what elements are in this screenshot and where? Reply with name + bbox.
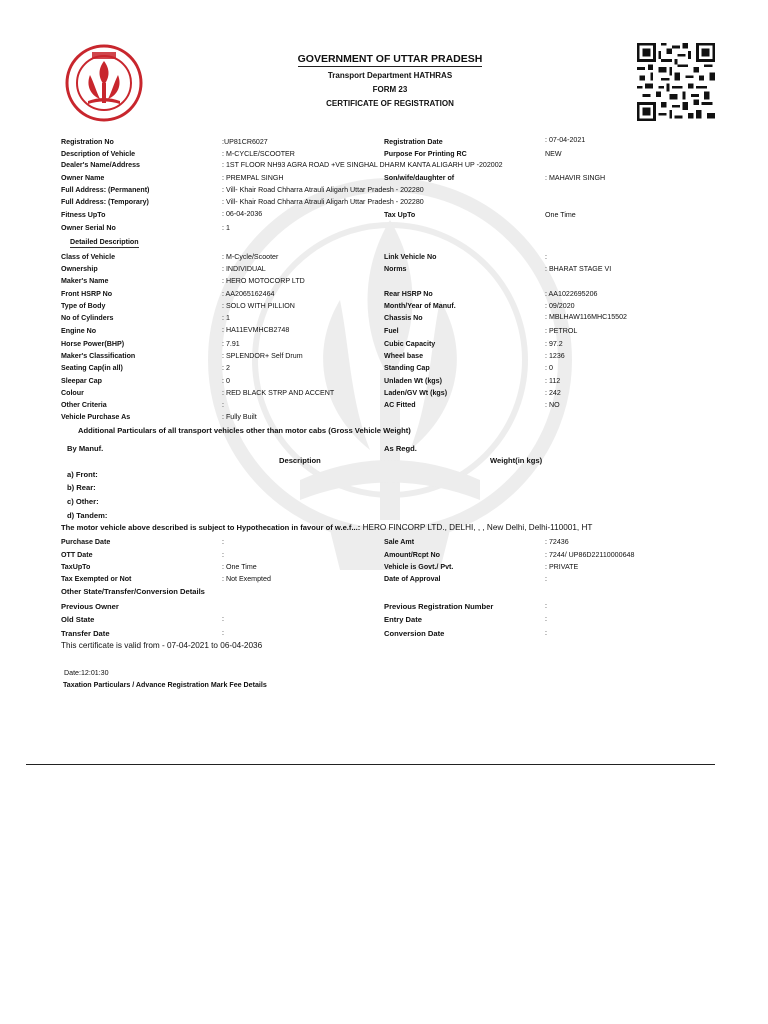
label-previous-owner: Previous Owner [61,602,119,611]
front-label: a) Front: [67,470,98,479]
value-rear-hsrp: : AA1022695206 [545,290,598,298]
value-chassis: : MBLHAW116MHC15502 [545,313,628,321]
label-link-vehicle: Link Vehicle No [384,253,437,261]
label-cubic-capacity: Cubic Capacity [384,340,436,348]
section-detailed-description: Detailed Description [70,238,139,246]
label-ac-fitted: AC Fitted [384,401,416,409]
label-previous-reg: Previous Registration Number [384,602,494,611]
value-seating-cap: : 2 [222,364,230,372]
value-taxupto: : One Time [222,563,257,571]
label-maker: Maker's Name [61,277,109,285]
value-fitness: : 06-04-2036 [222,210,263,218]
value-registration-date: : 07-04-2021 [545,136,586,144]
value-description: : M-CYCLE/SCOOTER [222,150,295,158]
value-manuf-date: : 09/2020 [545,302,575,310]
hypothecation-text: The motor vehicle above described is subject to Hypothecation in favour of w.e.f...: HERO FINCORP LTD., DELHI, , , New Delhi, Delhi-110001, HT [61,523,593,532]
label-date-approval: Date of Approval [384,575,441,583]
value-purpose: NEW [545,150,562,158]
label-govt-pvt: Vehicle is Govt./ Pvt. [384,563,454,571]
label-address-temporary: Full Address: (Temporary) [61,198,149,206]
label-colour: Colour [61,389,84,397]
value-address-temporary: : Vill- Khair Road Chharra Atrauli Aligarh Uttar Pradesh - 202280 [222,198,424,206]
label-cylinders: No of Cylinders [61,314,114,322]
other-label: c) Other: [67,497,99,506]
up-govt-seal-icon [64,43,144,123]
label-sleeper-cap: Sleepar Cap [61,377,103,385]
label-description: Description of Vehicle [61,150,136,158]
value-norms: : BHARAT STAGE VI [545,265,612,273]
label-purchase-date: Purchase Date [61,538,111,546]
value-relation: : MAHAVIR SINGH [545,174,606,182]
value-owner-name: : PREMPAL SINGH [222,174,284,182]
header-certificate: CERTIFICATE OF REGISTRATION [326,99,454,108]
label-tax-upto: Tax UpTo [384,211,416,219]
header-department: Transport Department HATHRAS [327,71,453,80]
label-manuf-date: Month/Year of Manuf. [384,302,456,310]
label-other-criteria: Other Criteria [61,401,107,409]
value-ott-date: : [222,551,224,559]
label-entry-date: Entry Date [384,615,422,624]
label-front-hsrp: Front HSRP No [61,290,113,298]
label-taxupto: TaxUpTo [61,563,91,571]
label-purpose: Purpose For Printing RC [384,150,467,158]
rear-label: b) Rear: [67,483,96,492]
as-regd-label: As Regd. [384,444,417,453]
value-date-approval: : [545,575,547,583]
value-cubic-capacity: : 97.2 [545,340,563,348]
label-unladen-wt: Unladen Wt (kgs) [384,377,442,385]
value-old-state: : [222,615,224,623]
value-amount-rcpt: : 7244/ UP86D22110000648 [545,551,635,559]
value-owner-serial: : 1 [222,224,230,232]
value-tax-exempted: : Not Exempted [222,575,271,583]
label-fuel: Fuel [384,327,399,335]
value-address-permanent: : Vill- Khair Road Chharra Atrauli Aligarh Uttar Pradesh - 202280 [222,186,424,194]
tandem-label: d) Tandem: [67,511,108,520]
label-body-type: Type of Body [61,302,106,310]
label-chassis: Chassis No [384,314,423,322]
label-dealer: Dealer's Name/Address [61,161,140,169]
value-unladen-wt: : 112 [545,377,561,385]
value-body-type: : SOLO WITH PILLION [222,302,295,310]
label-laden-wt: Laden/GV Wt (kgs) [384,389,448,397]
validity-text: This certificate is valid from - 07-04-2021 to 06-04-2036 [61,641,263,650]
label-owner-name: Owner Name [61,174,105,182]
label-norms: Norms [384,265,407,273]
label-address-permanent: Full Address: (Permanent) [61,186,150,194]
value-maker: : HERO MOTOCORP LTD [222,277,305,285]
label-transfer-date: Transfer Date [61,629,110,638]
label-conversion-date: Conversion Date [384,629,445,638]
label-ownership: Ownership [61,265,98,273]
header-form: FORM 23 [372,85,408,94]
value-govt-pvt: : PRIVATE [545,563,579,571]
hypothecation-value: HERO FINCORP LTD., DELHI, , , New Delhi, Delhi-110001, HT [360,523,593,532]
label-class: Class of Vehicle [61,253,116,261]
label-wheel-base: Wheel base [384,352,424,360]
other-state-title: Other State/Transfer/Conversion Details [61,587,205,596]
label-sale-amt: Sale Amt [384,538,415,546]
value-cylinders: : 1 [222,314,230,322]
value-other-criteria: : [222,401,224,409]
value-ac-fitted: : NO [545,401,560,409]
value-conversion-date: : [545,629,547,637]
value-horse-power: : 7.91 [222,340,240,348]
value-purchase-as: : Fully Built [222,413,257,421]
taxation-particulars: Taxation Particulars / Advance Registration Mark Fee Details [63,681,267,689]
value-fuel: : PETROL [545,327,578,335]
value-laden-wt: : 242 [545,389,561,397]
qr-code-icon [637,43,715,121]
value-transfer-date: : [222,629,224,637]
label-standing-cap: Standing Cap [384,364,430,372]
label-amount-rcpt: Amount/Rcpt No [384,551,440,559]
label-horse-power: Horse Power(BHP) [61,340,125,348]
value-link-vehicle: : [545,253,547,261]
value-maker-classification: : SPLENDOR+ Self Drum [222,352,303,360]
value-sale-amt: : 72436 [545,538,569,546]
value-entry-date: : [545,615,547,623]
value-sleeper-cap: : 0 [222,377,230,385]
value-ownership: : INDIVIDUAL [222,265,266,273]
header-title: GOVERNMENT OF UTTAR PRADESH [297,53,483,65]
label-registration-no: Registration No [61,138,114,146]
value-front-hsrp: : AA2065162464 [222,290,275,298]
label-owner-serial: Owner Serial No [61,224,116,232]
value-class: : M-Cycle/Scooter [222,253,279,261]
label-purchase-as: Vehicle Purchase As [61,413,131,421]
label-maker-classification: Maker's Classification [61,352,136,360]
value-tax-upto: One Time [545,211,576,219]
value-colour: : RED BLACK STRP AND ACCENT [222,389,335,397]
value-engine: : HA11EVMHCB2748 [222,326,290,334]
value-purchase-date: : [222,538,224,546]
value-previous-reg: : [545,602,547,610]
value-registration-no: :UP81CR6027 [222,138,268,146]
value-wheel-base: : 1236 [545,352,565,360]
value-standing-cap: : 0 [545,364,553,372]
label-engine: Engine No [61,327,97,335]
divider-line [26,764,715,765]
label-tax-exempted: Tax Exempted or Not [61,575,132,583]
date-text: Date:12:01:30 [64,669,109,677]
value-dealer: : 1ST FLOOR NH93 AGRA ROAD +VE SINGHAL DHARM KANTA ALIGARH UP -202002 [222,161,503,169]
label-old-state: Old State [61,615,95,624]
label-rear-hsrp: Rear HSRP No [384,290,433,298]
label-ott-date: OTT Date [61,551,93,559]
label-seating-cap: Seating Cap(in all) [61,364,123,372]
label-registration-date: Registration Date [384,138,443,146]
weight-header: Weight(in kgs) [490,456,543,465]
by-manuf-label: By Manuf. [67,444,104,453]
description-header: Description [279,456,321,465]
label-fitness: Fitness UpTo [61,211,106,219]
additional-title: Additional Particulars of all transport vehicles other than motor cabs (Gross Vehicle Weight) [78,426,411,435]
label-relation: Son/wife/daughter of [384,174,455,182]
